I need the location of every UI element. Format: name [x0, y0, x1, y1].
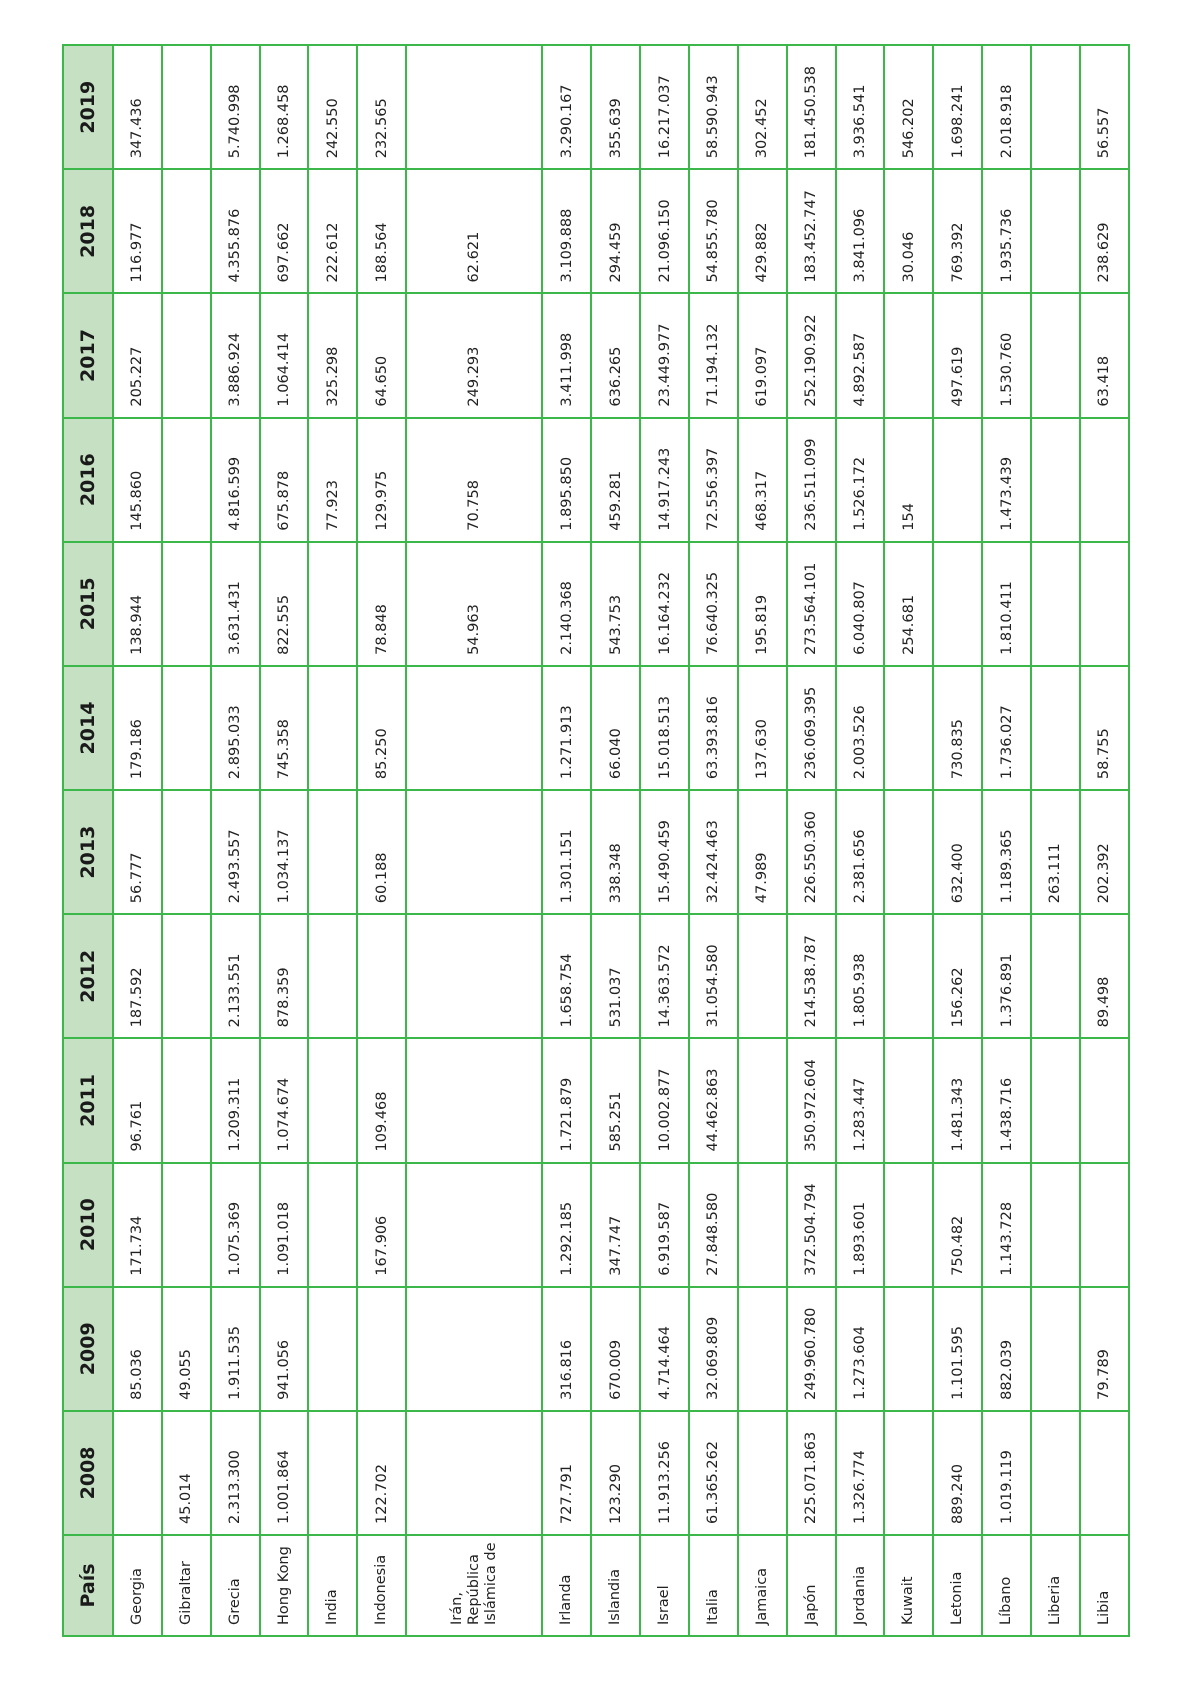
- value-cell: 546.202: [884, 45, 933, 169]
- country-cell: Liberia: [1031, 1535, 1080, 1636]
- value-cell: [308, 1287, 357, 1411]
- value-cell: [357, 914, 406, 1038]
- value-cell: [1031, 1163, 1080, 1287]
- table-row: [982, 45, 1031, 1636]
- table-row: [640, 45, 689, 1636]
- value-cell: [406, 1287, 542, 1411]
- value-cell: [406, 790, 542, 914]
- value-cell: [406, 1038, 542, 1162]
- value-cell: 32.069.809: [689, 1287, 738, 1411]
- value-cell: 236.511.099: [787, 418, 836, 542]
- header-cell-country: País: [63, 1535, 113, 1636]
- value-cell: 89.498: [1080, 914, 1129, 1038]
- value-cell: 1.473.439: [982, 418, 1031, 542]
- value-cell: 1.658.754: [542, 914, 591, 1038]
- rotated-table-container: [62, 46, 1130, 1637]
- value-cell: 77.923: [308, 418, 357, 542]
- value-cell: 1.091.018: [260, 1163, 309, 1287]
- value-cell: 179.186: [113, 666, 162, 790]
- value-cell: 3.109.888: [542, 169, 591, 293]
- value-cell: 769.392: [933, 169, 982, 293]
- value-cell: 1.034.137: [260, 790, 309, 914]
- value-cell: 79.789: [1080, 1287, 1129, 1411]
- value-cell: 138.944: [113, 542, 162, 666]
- value-cell: 878.359: [260, 914, 309, 1038]
- value-cell: 32.424.463: [689, 790, 738, 914]
- value-cell: 1.721.879: [542, 1038, 591, 1162]
- table-row: [357, 45, 406, 1636]
- country-cell: Gibraltar: [162, 1535, 211, 1636]
- value-cell: [1031, 1287, 1080, 1411]
- header-cell-year: 2013: [63, 790, 113, 914]
- value-cell: [884, 1287, 933, 1411]
- value-cell: 78.848: [357, 542, 406, 666]
- value-cell: [162, 1163, 211, 1287]
- country-cell: Kuwait: [884, 1535, 933, 1636]
- value-cell: [884, 293, 933, 417]
- value-cell: 214.538.787: [787, 914, 836, 1038]
- value-cell: [162, 418, 211, 542]
- table-row: [542, 45, 591, 1636]
- value-cell: [1080, 1038, 1129, 1162]
- value-cell: [738, 1163, 787, 1287]
- value-cell: 2.381.656: [836, 790, 885, 914]
- value-cell: 222.612: [308, 169, 357, 293]
- value-cell: 1.376.891: [982, 914, 1031, 1038]
- value-cell: [406, 914, 542, 1038]
- value-cell: 889.240: [933, 1411, 982, 1535]
- value-cell: 195.819: [738, 542, 787, 666]
- value-cell: 145.860: [113, 418, 162, 542]
- value-cell: 882.039: [982, 1287, 1031, 1411]
- value-cell: 4.816.599: [211, 418, 260, 542]
- value-cell: 63.393.816: [689, 666, 738, 790]
- value-cell: 56.777: [113, 790, 162, 914]
- value-cell: [1031, 666, 1080, 790]
- value-cell: 232.565: [357, 45, 406, 169]
- country-cell: Hong Kong: [260, 1535, 309, 1636]
- value-cell: 730.835: [933, 666, 982, 790]
- value-cell: [162, 666, 211, 790]
- value-cell: [308, 914, 357, 1038]
- value-cell: [1031, 1038, 1080, 1162]
- country-year-data-table: [62, 44, 1130, 1637]
- table-row: [162, 45, 211, 1636]
- value-cell: 355.639: [591, 45, 640, 169]
- value-cell: 96.761: [113, 1038, 162, 1162]
- value-cell: 66.040: [591, 666, 640, 790]
- header-cell-year: 2012: [63, 914, 113, 1038]
- table-row: [884, 45, 933, 1636]
- table-row: [738, 45, 787, 1636]
- value-cell: [884, 1038, 933, 1162]
- value-cell: 1.292.185: [542, 1163, 591, 1287]
- value-cell: 167.906: [357, 1163, 406, 1287]
- value-cell: 56.557: [1080, 45, 1129, 169]
- value-cell: 1.698.241: [933, 45, 982, 169]
- header-cell-year: 2009: [63, 1287, 113, 1411]
- value-cell: 181.450.538: [787, 45, 836, 169]
- table-row: [1080, 45, 1129, 1636]
- value-cell: 85.036: [113, 1287, 162, 1411]
- value-cell: 1.810.411: [982, 542, 1031, 666]
- value-cell: [308, 542, 357, 666]
- value-cell: [738, 1411, 787, 1535]
- value-cell: 2.140.368: [542, 542, 591, 666]
- value-cell: 675.878: [260, 418, 309, 542]
- value-cell: 242.550: [308, 45, 357, 169]
- value-cell: 1.526.172: [836, 418, 885, 542]
- value-cell: 156.262: [933, 914, 982, 1038]
- value-cell: 61.365.262: [689, 1411, 738, 1535]
- value-cell: [308, 1038, 357, 1162]
- header-cell-year: 2019: [63, 45, 113, 169]
- country-cell: Jordania: [836, 1535, 885, 1636]
- value-cell: 619.097: [738, 293, 787, 417]
- value-cell: 249.960.780: [787, 1287, 836, 1411]
- value-cell: 44.462.863: [689, 1038, 738, 1162]
- value-cell: 1.438.716: [982, 1038, 1031, 1162]
- value-cell: 1.075.369: [211, 1163, 260, 1287]
- value-cell: 123.290: [591, 1411, 640, 1535]
- value-cell: 1.101.595: [933, 1287, 982, 1411]
- value-cell: 3.886.924: [211, 293, 260, 417]
- table-row: [406, 45, 542, 1636]
- value-cell: 58.755: [1080, 666, 1129, 790]
- country-cell: Italia: [689, 1535, 738, 1636]
- value-cell: 302.452: [738, 45, 787, 169]
- value-cell: 64.650: [357, 293, 406, 417]
- header-cell-year: 2015: [63, 542, 113, 666]
- value-cell: 5.740.998: [211, 45, 260, 169]
- value-cell: [406, 45, 542, 169]
- value-cell: 72.556.397: [689, 418, 738, 542]
- value-cell: [1031, 293, 1080, 417]
- value-cell: 109.468: [357, 1038, 406, 1162]
- value-cell: 187.592: [113, 914, 162, 1038]
- value-cell: 23.449.977: [640, 293, 689, 417]
- value-cell: [738, 914, 787, 1038]
- value-cell: [1031, 45, 1080, 169]
- table-row: [260, 45, 309, 1636]
- table-row: [308, 45, 357, 1636]
- value-cell: 3.841.096: [836, 169, 885, 293]
- value-cell: 238.629: [1080, 169, 1129, 293]
- value-cell: 45.014: [162, 1411, 211, 1535]
- value-cell: 15.490.459: [640, 790, 689, 914]
- value-cell: [406, 666, 542, 790]
- country-cell: Irlanda: [542, 1535, 591, 1636]
- value-cell: 347.436: [113, 45, 162, 169]
- value-cell: 1.805.938: [836, 914, 885, 1038]
- value-cell: 129.975: [357, 418, 406, 542]
- value-cell: 31.054.580: [689, 914, 738, 1038]
- value-cell: [308, 666, 357, 790]
- value-cell: 1.064.414: [260, 293, 309, 417]
- value-cell: [884, 1163, 933, 1287]
- value-cell: 822.555: [260, 542, 309, 666]
- value-cell: 49.055: [162, 1287, 211, 1411]
- table-row: [591, 45, 640, 1636]
- value-cell: 2.313.300: [211, 1411, 260, 1535]
- value-cell: 1.271.913: [542, 666, 591, 790]
- value-cell: [1031, 1411, 1080, 1535]
- table-header-row: [63, 45, 113, 1636]
- value-cell: 273.564.101: [787, 542, 836, 666]
- value-cell: 347.747: [591, 1163, 640, 1287]
- country-cell: Islandia: [591, 1535, 640, 1636]
- value-cell: [162, 169, 211, 293]
- value-cell: 1.209.311: [211, 1038, 260, 1162]
- value-cell: 4.355.876: [211, 169, 260, 293]
- value-cell: 750.482: [933, 1163, 982, 1287]
- value-cell: 468.317: [738, 418, 787, 542]
- value-cell: 10.002.877: [640, 1038, 689, 1162]
- value-cell: 225.071.863: [787, 1411, 836, 1535]
- value-cell: 1.268.458: [260, 45, 309, 169]
- value-cell: 16.164.232: [640, 542, 689, 666]
- value-cell: 202.392: [1080, 790, 1129, 914]
- value-cell: 16.217.037: [640, 45, 689, 169]
- value-cell: 154: [884, 418, 933, 542]
- value-cell: [933, 418, 982, 542]
- value-cell: [308, 790, 357, 914]
- country-cell: Indonesia: [357, 1535, 406, 1636]
- value-cell: 171.734: [113, 1163, 162, 1287]
- value-cell: 2.133.551: [211, 914, 260, 1038]
- value-cell: 3.290.167: [542, 45, 591, 169]
- value-cell: 3.411.998: [542, 293, 591, 417]
- country-cell: India: [308, 1535, 357, 1636]
- value-cell: 47.989: [738, 790, 787, 914]
- table-row: [113, 45, 162, 1636]
- value-cell: 6.040.807: [836, 542, 885, 666]
- value-cell: [406, 1411, 542, 1535]
- value-cell: [357, 1287, 406, 1411]
- value-cell: [308, 1411, 357, 1535]
- header-cell-year: 2011: [63, 1038, 113, 1162]
- value-cell: 60.188: [357, 790, 406, 914]
- value-cell: 294.459: [591, 169, 640, 293]
- value-cell: 1.019.119: [982, 1411, 1031, 1535]
- value-cell: 76.640.325: [689, 542, 738, 666]
- table-row: [836, 45, 885, 1636]
- value-cell: 1.481.343: [933, 1038, 982, 1162]
- value-cell: 1.935.736: [982, 169, 1031, 293]
- value-cell: 1.895.850: [542, 418, 591, 542]
- value-cell: 188.564: [357, 169, 406, 293]
- value-cell: 350.972.604: [787, 1038, 836, 1162]
- value-cell: [884, 790, 933, 914]
- value-cell: 14.917.243: [640, 418, 689, 542]
- value-cell: 183.452.747: [787, 169, 836, 293]
- value-cell: [884, 666, 933, 790]
- value-cell: 122.702: [357, 1411, 406, 1535]
- value-cell: 325.298: [308, 293, 357, 417]
- value-cell: [1080, 1163, 1129, 1287]
- value-cell: 1.074.674: [260, 1038, 309, 1162]
- value-cell: 15.018.513: [640, 666, 689, 790]
- header-cell-year: 2010: [63, 1163, 113, 1287]
- value-cell: 2.018.918: [982, 45, 1031, 169]
- value-cell: 14.363.572: [640, 914, 689, 1038]
- value-cell: [1031, 418, 1080, 542]
- value-cell: [162, 293, 211, 417]
- value-cell: 636.265: [591, 293, 640, 417]
- header-cell-year: 2017: [63, 293, 113, 417]
- value-cell: 1.283.447: [836, 1038, 885, 1162]
- value-cell: 54.963: [406, 542, 542, 666]
- value-cell: 497.619: [933, 293, 982, 417]
- value-cell: [884, 914, 933, 1038]
- value-cell: 205.227: [113, 293, 162, 417]
- value-cell: 11.913.256: [640, 1411, 689, 1535]
- value-cell: [162, 914, 211, 1038]
- country-cell: Georgia: [113, 1535, 162, 1636]
- value-cell: 70.758: [406, 418, 542, 542]
- value-cell: 585.251: [591, 1038, 640, 1162]
- value-cell: [162, 542, 211, 666]
- value-cell: 27.848.580: [689, 1163, 738, 1287]
- value-cell: 263.111: [1031, 790, 1080, 914]
- value-cell: 137.630: [738, 666, 787, 790]
- value-cell: 727.791: [542, 1411, 591, 1535]
- value-cell: 1.189.365: [982, 790, 1031, 914]
- table-row: [1031, 45, 1080, 1636]
- country-cell: Grecia: [211, 1535, 260, 1636]
- value-cell: 252.190.922: [787, 293, 836, 417]
- value-cell: 670.009: [591, 1287, 640, 1411]
- value-cell: 62.621: [406, 169, 542, 293]
- value-cell: 745.358: [260, 666, 309, 790]
- value-cell: 1.001.864: [260, 1411, 309, 1535]
- value-cell: 6.919.587: [640, 1163, 689, 1287]
- value-cell: [933, 542, 982, 666]
- value-cell: [738, 1038, 787, 1162]
- value-cell: 316.816: [542, 1287, 591, 1411]
- value-cell: 1.736.027: [982, 666, 1031, 790]
- value-cell: 697.662: [260, 169, 309, 293]
- header-cell-year: 2008: [63, 1411, 113, 1535]
- value-cell: 2.003.526: [836, 666, 885, 790]
- value-cell: 1.143.728: [982, 1163, 1031, 1287]
- value-cell: [162, 45, 211, 169]
- value-cell: 1.301.151: [542, 790, 591, 914]
- value-cell: 54.855.780: [689, 169, 738, 293]
- value-cell: [162, 1038, 211, 1162]
- country-cell: Irán, República Islámica de: [406, 1535, 542, 1636]
- country-cell: Israel: [640, 1535, 689, 1636]
- value-cell: [1080, 418, 1129, 542]
- table-row: [933, 45, 982, 1636]
- value-cell: 3.936.541: [836, 45, 885, 169]
- value-cell: 1.273.604: [836, 1287, 885, 1411]
- header-cell-year: 2016: [63, 418, 113, 542]
- value-cell: [884, 1411, 933, 1535]
- value-cell: 4.714.464: [640, 1287, 689, 1411]
- value-cell: [1031, 542, 1080, 666]
- value-cell: [162, 790, 211, 914]
- value-cell: 116.977: [113, 169, 162, 293]
- value-cell: [1080, 542, 1129, 666]
- value-cell: 2.493.557: [211, 790, 260, 914]
- table-row: [211, 45, 260, 1636]
- value-cell: [113, 1411, 162, 1535]
- value-cell: 1.326.774: [836, 1411, 885, 1535]
- table-row: [787, 45, 836, 1636]
- value-cell: [1080, 1411, 1129, 1535]
- table-row: [689, 45, 738, 1636]
- value-cell: 459.281: [591, 418, 640, 542]
- value-cell: 21.096.150: [640, 169, 689, 293]
- value-cell: 543.753: [591, 542, 640, 666]
- value-cell: 1.893.601: [836, 1163, 885, 1287]
- value-cell: 226.550.360: [787, 790, 836, 914]
- value-cell: [308, 1163, 357, 1287]
- value-cell: 249.293: [406, 293, 542, 417]
- value-cell: 372.504.794: [787, 1163, 836, 1287]
- value-cell: 1.911.535: [211, 1287, 260, 1411]
- value-cell: [1031, 914, 1080, 1038]
- header-cell-year: 2018: [63, 169, 113, 293]
- table-body: [113, 45, 1129, 1636]
- value-cell: 30.046: [884, 169, 933, 293]
- value-cell: 4.892.587: [836, 293, 885, 417]
- value-cell: [406, 1163, 542, 1287]
- value-cell: 63.418: [1080, 293, 1129, 417]
- value-cell: 338.348: [591, 790, 640, 914]
- country-cell: Japón: [787, 1535, 836, 1636]
- header-cell-year: 2014: [63, 666, 113, 790]
- value-cell: 429.882: [738, 169, 787, 293]
- country-cell: Jamaica: [738, 1535, 787, 1636]
- value-cell: 2.895.033: [211, 666, 260, 790]
- value-cell: 531.037: [591, 914, 640, 1038]
- country-cell: Libia: [1080, 1535, 1129, 1636]
- value-cell: 941.056: [260, 1287, 309, 1411]
- value-cell: 632.400: [933, 790, 982, 914]
- value-cell: 254.681: [884, 542, 933, 666]
- value-cell: 71.194.132: [689, 293, 738, 417]
- country-cell: Letonia: [933, 1535, 982, 1636]
- value-cell: [1031, 169, 1080, 293]
- value-cell: 58.590.943: [689, 45, 738, 169]
- value-cell: 236.069.395: [787, 666, 836, 790]
- value-cell: [738, 1287, 787, 1411]
- value-cell: 3.631.431: [211, 542, 260, 666]
- country-cell: Líbano: [982, 1535, 1031, 1636]
- value-cell: 85.250: [357, 666, 406, 790]
- value-cell: 1.530.760: [982, 293, 1031, 417]
